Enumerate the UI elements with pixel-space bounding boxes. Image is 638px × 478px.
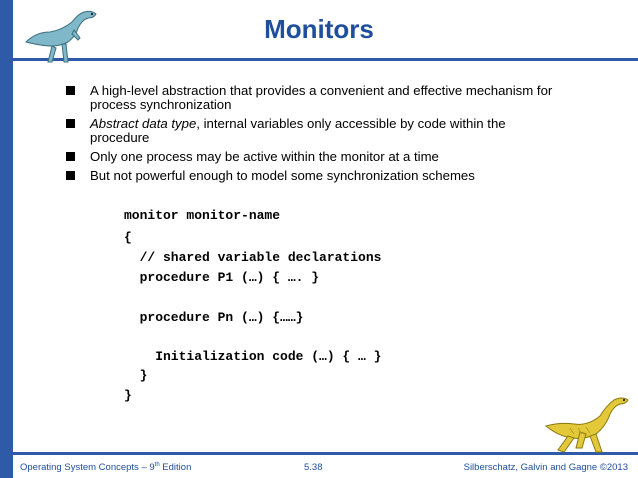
square-bullet-icon (66, 171, 75, 180)
code-line: } (124, 388, 132, 403)
code-line: Initialization code (…) { … } (124, 349, 382, 364)
bullet-text: , internal variables only accessible by code within the procedure (90, 116, 506, 145)
code-line: procedure Pn (…) {……} (124, 310, 304, 325)
list-item (66, 84, 556, 112)
dinosaur-icon (540, 382, 636, 454)
bullet-list (66, 84, 556, 188)
footer-book-sup: th (154, 462, 160, 468)
bullet-text: Only one process may be active within the monitor at a time (90, 149, 439, 164)
bullet-text: But not powerful enough to model some synchronization schemes (90, 168, 475, 183)
left-accent-bar (0, 0, 13, 478)
code-line: procedure P1 (…) { …. } (124, 270, 320, 285)
square-bullet-icon (66, 119, 75, 128)
code-line: // shared variable declarations (124, 250, 382, 265)
code-line: monitor monitor-name (124, 208, 281, 223)
list-item (66, 150, 556, 164)
bullet-lead-italic: Abstract data type (90, 116, 197, 131)
code-line: } (124, 368, 148, 383)
bullet-text: A high-level abstraction that provides a convenient and effective mechanism for process synchronization (90, 83, 553, 112)
footer-page-number: 5.38 (304, 462, 323, 473)
slide-title: Monitors (264, 14, 374, 44)
square-bullet-icon (66, 86, 75, 95)
footer-book-title (20, 462, 191, 473)
code-line: { (124, 230, 132, 245)
footer-book-prefix: Operating System Concepts – 9 (20, 462, 155, 474)
list-item (66, 169, 556, 183)
list-item (66, 117, 556, 145)
square-bullet-icon (66, 152, 75, 161)
footer-book-suffix: Edition (159, 462, 192, 474)
footer-copyright: Silberschatz, Galvin and Gagne ©2013 (463, 462, 628, 473)
